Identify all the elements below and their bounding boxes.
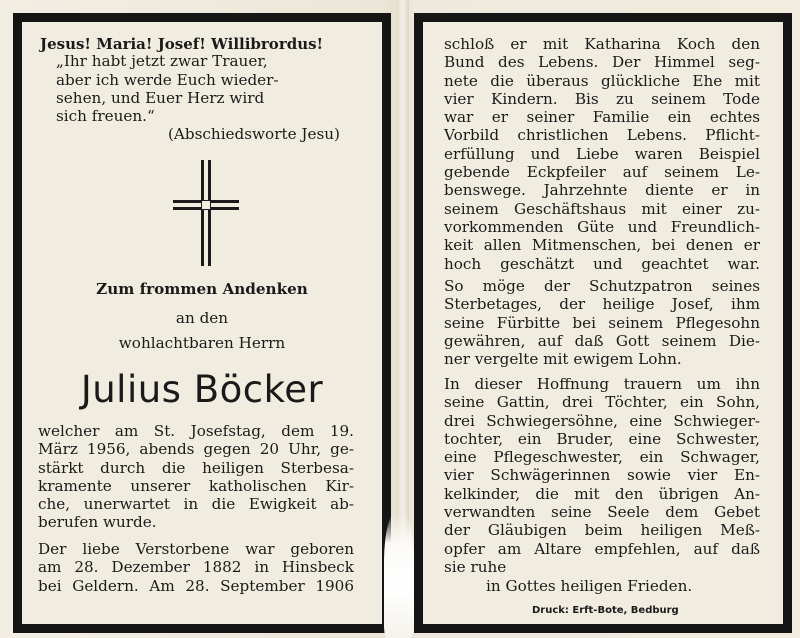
right-paragraph-3 [444, 375, 760, 576]
text-line: seine Fürbitte bei seinem Pflegesohn [444, 313, 760, 332]
text-line: stärkt durch die heiligen Sterbesa- [38, 458, 354, 477]
text-line: gewähren, auf daß Gott seinem Die- [444, 331, 760, 350]
text-line: vier Schwägerinnen sowie vier En- [444, 466, 760, 485]
text-line: welcher am St. Josefstag, dem 19. [38, 422, 354, 440]
text-line: der Gläubigen beim heiligen Meß- [444, 521, 760, 540]
text-line: am 28. Dezember 1882 in Hinsbeck [38, 558, 354, 577]
text-line: seine Gattin, drei Töchter, ein Sohn, [444, 393, 760, 412]
text-line: erfüllung und Liebe waren Beispiel [444, 144, 760, 163]
text-line: benswege. Jahrzehnte diente er in [444, 181, 760, 200]
text-line: Bund des Lebens. Der Himmel seg- [444, 53, 760, 72]
closing-line: in Gottes heiligen Frieden. [486, 577, 693, 595]
cross-icon [173, 160, 239, 266]
left-paragraph-1 [38, 422, 354, 532]
text-line: nete die überaus glückliche Ehe mit [444, 71, 760, 90]
an-den: an den [175, 309, 229, 327]
deceased-name: Julius Böcker [80, 368, 324, 411]
text-line: gebende Eckpfeiler auf seinem Le- [444, 163, 760, 182]
text-line: kramente unserer katholischen Kir- [38, 476, 354, 495]
text-line: In dieser Hoffnung trauern um ihn [444, 375, 760, 393]
text-line: berufen wurde. [38, 513, 157, 532]
text-line: opfer am Altare empfehlen, auf daß [444, 539, 760, 558]
text-line: kelkinder, die mit den übrigen An- [444, 484, 760, 503]
text-line: ner vergelte mit ewigem Lohn. [444, 350, 682, 369]
invocation: Jesus! Maria! Josef! Willibrordus! [40, 35, 324, 53]
text-line: war er seiner Familie ein echtes [444, 108, 760, 127]
quote-line: „Ihr habt jetzt zwar Trauer, [56, 52, 268, 70]
text-line: So möge der Schutzpatron seines [444, 277, 760, 295]
text-line: drei Schwiegersöhne, eine Schwieger- [444, 411, 760, 430]
text-line: Vorbild christlichen Lebens. Pflicht- [444, 126, 760, 145]
paper-tear [384, 512, 414, 638]
text-line: sie ruhe [444, 557, 507, 576]
text-line: März 1956, abends gegen 20 Uhr, ge- [38, 440, 354, 459]
text-line: bei Geldern. Am 28. September 1906 [38, 576, 354, 595]
text-line: Der liebe Verstorbene war geboren [38, 540, 354, 558]
printer-imprint: Druck: Erft-Bote, Bedburg [532, 605, 679, 616]
text-line: seinem Geschäftshaus mit einer zu- [444, 199, 760, 218]
text-line: tochter, ein Bruder, eine Schwester, [444, 429, 760, 448]
right-paragraph-1 [444, 35, 760, 273]
text-line: schloß er mit Katharina Koch den [444, 35, 760, 53]
text-line: verwandten seine Seele dem Gebet [444, 503, 760, 522]
text-line: vorkommenden Güte und Freundlich- [444, 217, 760, 236]
quote-line: sich freuen.“ [56, 107, 155, 125]
text-line: vier Kindern. Bis zu seinem Tode [444, 89, 760, 108]
quote-attribution: (Abschiedsworte Jesu) [168, 125, 340, 143]
text-line: hoch geschätzt und geachtet war. [444, 254, 760, 273]
text-line: che, unerwartet in die Ewigkeit ab- [38, 495, 354, 514]
text-line: keit allen Mitmenschen, bei denen er [444, 236, 760, 255]
right-paragraph-2 [444, 277, 760, 368]
text-line: eine Pflegeschwester, ein Schwager, [444, 448, 760, 467]
honorific: wohlachtbaren Herrn [118, 334, 286, 352]
quote-line: sehen, und Euer Herz wird [56, 89, 265, 107]
left-paragraph-2 [38, 540, 354, 595]
memorial-title: Zum frommen Andenken [96, 280, 308, 298]
quote-line: aber ich werde Euch wieder- [56, 71, 279, 89]
text-line: Sterbetages, der heilige Josef, ihm [444, 295, 760, 314]
